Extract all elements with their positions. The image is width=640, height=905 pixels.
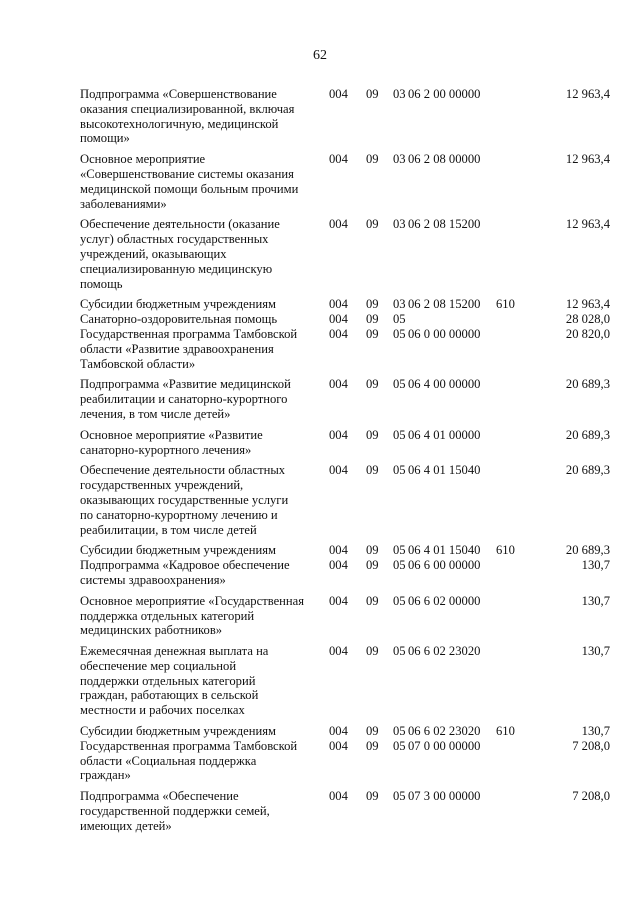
section-code: 09 bbox=[366, 789, 379, 804]
ministry-code: 004 bbox=[329, 217, 348, 232]
subsection-code: 05 bbox=[393, 377, 406, 392]
amount: 12 963,4 bbox=[565, 217, 610, 232]
section-code: 09 bbox=[366, 152, 379, 167]
ministry-code: 004 bbox=[329, 543, 348, 558]
target-article-code: 06 2 08 15200 bbox=[408, 217, 481, 232]
section-code: 09 bbox=[366, 724, 379, 739]
amount: 20 689,3 bbox=[565, 377, 610, 392]
amount: 20 689,3 bbox=[565, 543, 610, 558]
ministry-code: 004 bbox=[329, 789, 348, 804]
amount: 7 208,0 bbox=[572, 738, 610, 753]
subsection-code: 05 bbox=[393, 738, 406, 753]
subsection-code: 05 bbox=[393, 644, 406, 659]
target-article-code: 06 4 01 15040 bbox=[408, 463, 481, 478]
row-name: Субсидии бюджетным учреждениям bbox=[80, 297, 276, 312]
subsection-code: 03 bbox=[393, 87, 406, 101]
amount: 12 963,4 bbox=[565, 152, 610, 167]
amount: 130,7 bbox=[581, 593, 610, 608]
amount: 130,7 bbox=[581, 724, 610, 739]
amount: 12 963,4 bbox=[565, 87, 610, 101]
ministry-code: 004 bbox=[329, 558, 348, 573]
table-row bbox=[80, 463, 610, 537]
row-name: Подпрограмма «Развитие медицинской реабилитации и санаторно-курортного лечения, в том числе детей» bbox=[80, 377, 291, 421]
table-row bbox=[80, 724, 610, 739]
subsection-code: 03 bbox=[393, 152, 406, 167]
target-article-code: 06 0 00 00000 bbox=[408, 326, 481, 341]
row-name: Обеспечение деятельности (оказание услуг) областных государственных учреждений, оказывающих специализированную медицинскую помощь bbox=[80, 217, 280, 291]
target-article-code: 06 2 08 00000 bbox=[408, 152, 481, 167]
subsection-code: 05 bbox=[393, 326, 406, 341]
table-row bbox=[80, 377, 610, 421]
amount: 7 208,0 bbox=[572, 789, 610, 804]
amount: 130,7 bbox=[581, 644, 610, 659]
section-code: 09 bbox=[366, 593, 379, 608]
ministry-code: 004 bbox=[329, 297, 348, 312]
subsection-code: 05 bbox=[393, 593, 406, 608]
expense-kind-code: 610 bbox=[496, 297, 515, 312]
section-code: 09 bbox=[366, 558, 379, 573]
row-name: Обеспечение деятельности областных государственных учреждений, оказывающих государственные услуги по санаторно-курортному лечению и реабилитации, в том числе детей bbox=[80, 463, 289, 537]
table-row bbox=[80, 217, 610, 291]
amount: 28 028,0 bbox=[565, 312, 610, 327]
target-article-code: 06 6 00 00000 bbox=[408, 558, 481, 573]
ministry-code: 004 bbox=[329, 644, 348, 659]
table-row bbox=[80, 594, 610, 638]
expense-kind-code: 610 bbox=[496, 543, 515, 558]
table-row bbox=[80, 644, 610, 718]
subsection-code: 05 bbox=[393, 427, 406, 442]
subsection-code: 05 bbox=[393, 558, 406, 573]
target-article-code: 06 2 00 00000 bbox=[408, 87, 481, 101]
amount: 20 689,3 bbox=[565, 463, 610, 478]
table-row bbox=[80, 327, 610, 371]
page-number: 62 bbox=[313, 48, 327, 63]
table-row bbox=[80, 312, 610, 327]
target-article-code: 06 6 02 00000 bbox=[408, 593, 481, 608]
row-name: Подпрограмма «Совершенствование оказания специализированной, включая высокотехнологичную, медицинской помощи» bbox=[80, 87, 295, 146]
row-name: Субсидии бюджетным учреждениям bbox=[80, 724, 276, 739]
amount: 12 963,4 bbox=[565, 297, 610, 312]
row-name: Основное мероприятие «Государственная поддержка отдельных категорий медицинских работников» bbox=[80, 593, 305, 638]
table-row bbox=[80, 739, 610, 783]
target-article-code: 06 6 02 23020 bbox=[408, 724, 481, 739]
ministry-code: 004 bbox=[329, 427, 348, 442]
ministry-code: 004 bbox=[329, 724, 348, 739]
ministry-code: 004 bbox=[329, 87, 348, 101]
row-name: Государственная программа Тамбовской области «Развитие здравоохранения Тамбовской области» bbox=[80, 326, 298, 371]
section-code: 09 bbox=[366, 377, 379, 392]
amount: 20 689,3 bbox=[565, 427, 610, 442]
row-name: Санаторно-оздоровительная помощь bbox=[80, 312, 278, 327]
subsection-code: 03 bbox=[393, 217, 406, 232]
row-name: Государственная программа Тамбовской области «Социальная поддержка граждан» bbox=[80, 738, 298, 783]
budget-table bbox=[80, 87, 610, 834]
table-row bbox=[80, 789, 610, 833]
target-article-code: 07 3 00 00000 bbox=[408, 789, 481, 804]
target-article-code: 06 4 01 15040 bbox=[408, 543, 481, 558]
section-code: 09 bbox=[366, 427, 379, 442]
table-row bbox=[80, 152, 610, 211]
row-name: Подпрограмма «Обеспечение государственной поддержки семей, имеющих детей» bbox=[80, 789, 270, 833]
ministry-code: 004 bbox=[329, 326, 348, 341]
amount: 20 820,0 bbox=[565, 326, 610, 341]
target-article-code: 06 6 02 23020 bbox=[408, 644, 481, 659]
section-code: 09 bbox=[366, 738, 379, 753]
table-row bbox=[80, 428, 610, 458]
amount: 130,7 bbox=[581, 558, 610, 573]
expense-kind-code: 610 bbox=[496, 724, 515, 739]
row-name: Основное мероприятие «Развитие санаторно-курортного лечения» bbox=[80, 427, 263, 457]
section-code: 09 bbox=[366, 463, 379, 478]
table-row bbox=[80, 87, 610, 146]
section-code: 09 bbox=[366, 543, 379, 558]
target-article-code: 06 2 08 15200 bbox=[408, 297, 481, 312]
ministry-code: 004 bbox=[329, 152, 348, 167]
target-article-code: 06 4 01 00000 bbox=[408, 427, 481, 442]
section-code: 09 bbox=[366, 87, 379, 101]
subsection-code: 05 bbox=[393, 789, 406, 804]
target-article-code: 07 0 00 00000 bbox=[408, 738, 481, 753]
row-name: Ежемесячная денежная выплата на обеспечение мер социальной поддержки отдельных категорий граждан, работающих в сельской местности и рабочих поселках bbox=[80, 644, 269, 718]
table-row bbox=[80, 543, 610, 558]
target-article-code: 06 4 00 00000 bbox=[408, 377, 481, 392]
subsection-code: 05 bbox=[393, 543, 406, 558]
subsection-code: 05 bbox=[393, 312, 406, 327]
section-code: 09 bbox=[366, 217, 379, 232]
section-code: 09 bbox=[366, 312, 379, 327]
section-code: 09 bbox=[366, 644, 379, 659]
subsection-code: 03 bbox=[393, 297, 406, 312]
table-row bbox=[80, 297, 610, 312]
row-name: Подпрограмма «Кадровое обеспечение системы здравоохранения» bbox=[80, 558, 290, 587]
row-name: Основное мероприятие «Совершенствование системы оказания медицинской помощи больным прочими заболеваниями» bbox=[80, 152, 299, 211]
ministry-code: 004 bbox=[329, 463, 348, 478]
table-row bbox=[80, 558, 610, 588]
ministry-code: 004 bbox=[329, 738, 348, 753]
ministry-code: 004 bbox=[329, 377, 348, 392]
subsection-code: 05 bbox=[393, 724, 406, 739]
section-code: 09 bbox=[366, 297, 379, 312]
row-name: Субсидии бюджетным учреждениям bbox=[80, 543, 276, 558]
ministry-code: 004 bbox=[329, 593, 348, 608]
section-code: 09 bbox=[366, 326, 379, 341]
ministry-code: 004 bbox=[329, 312, 348, 327]
subsection-code: 05 bbox=[393, 463, 406, 478]
